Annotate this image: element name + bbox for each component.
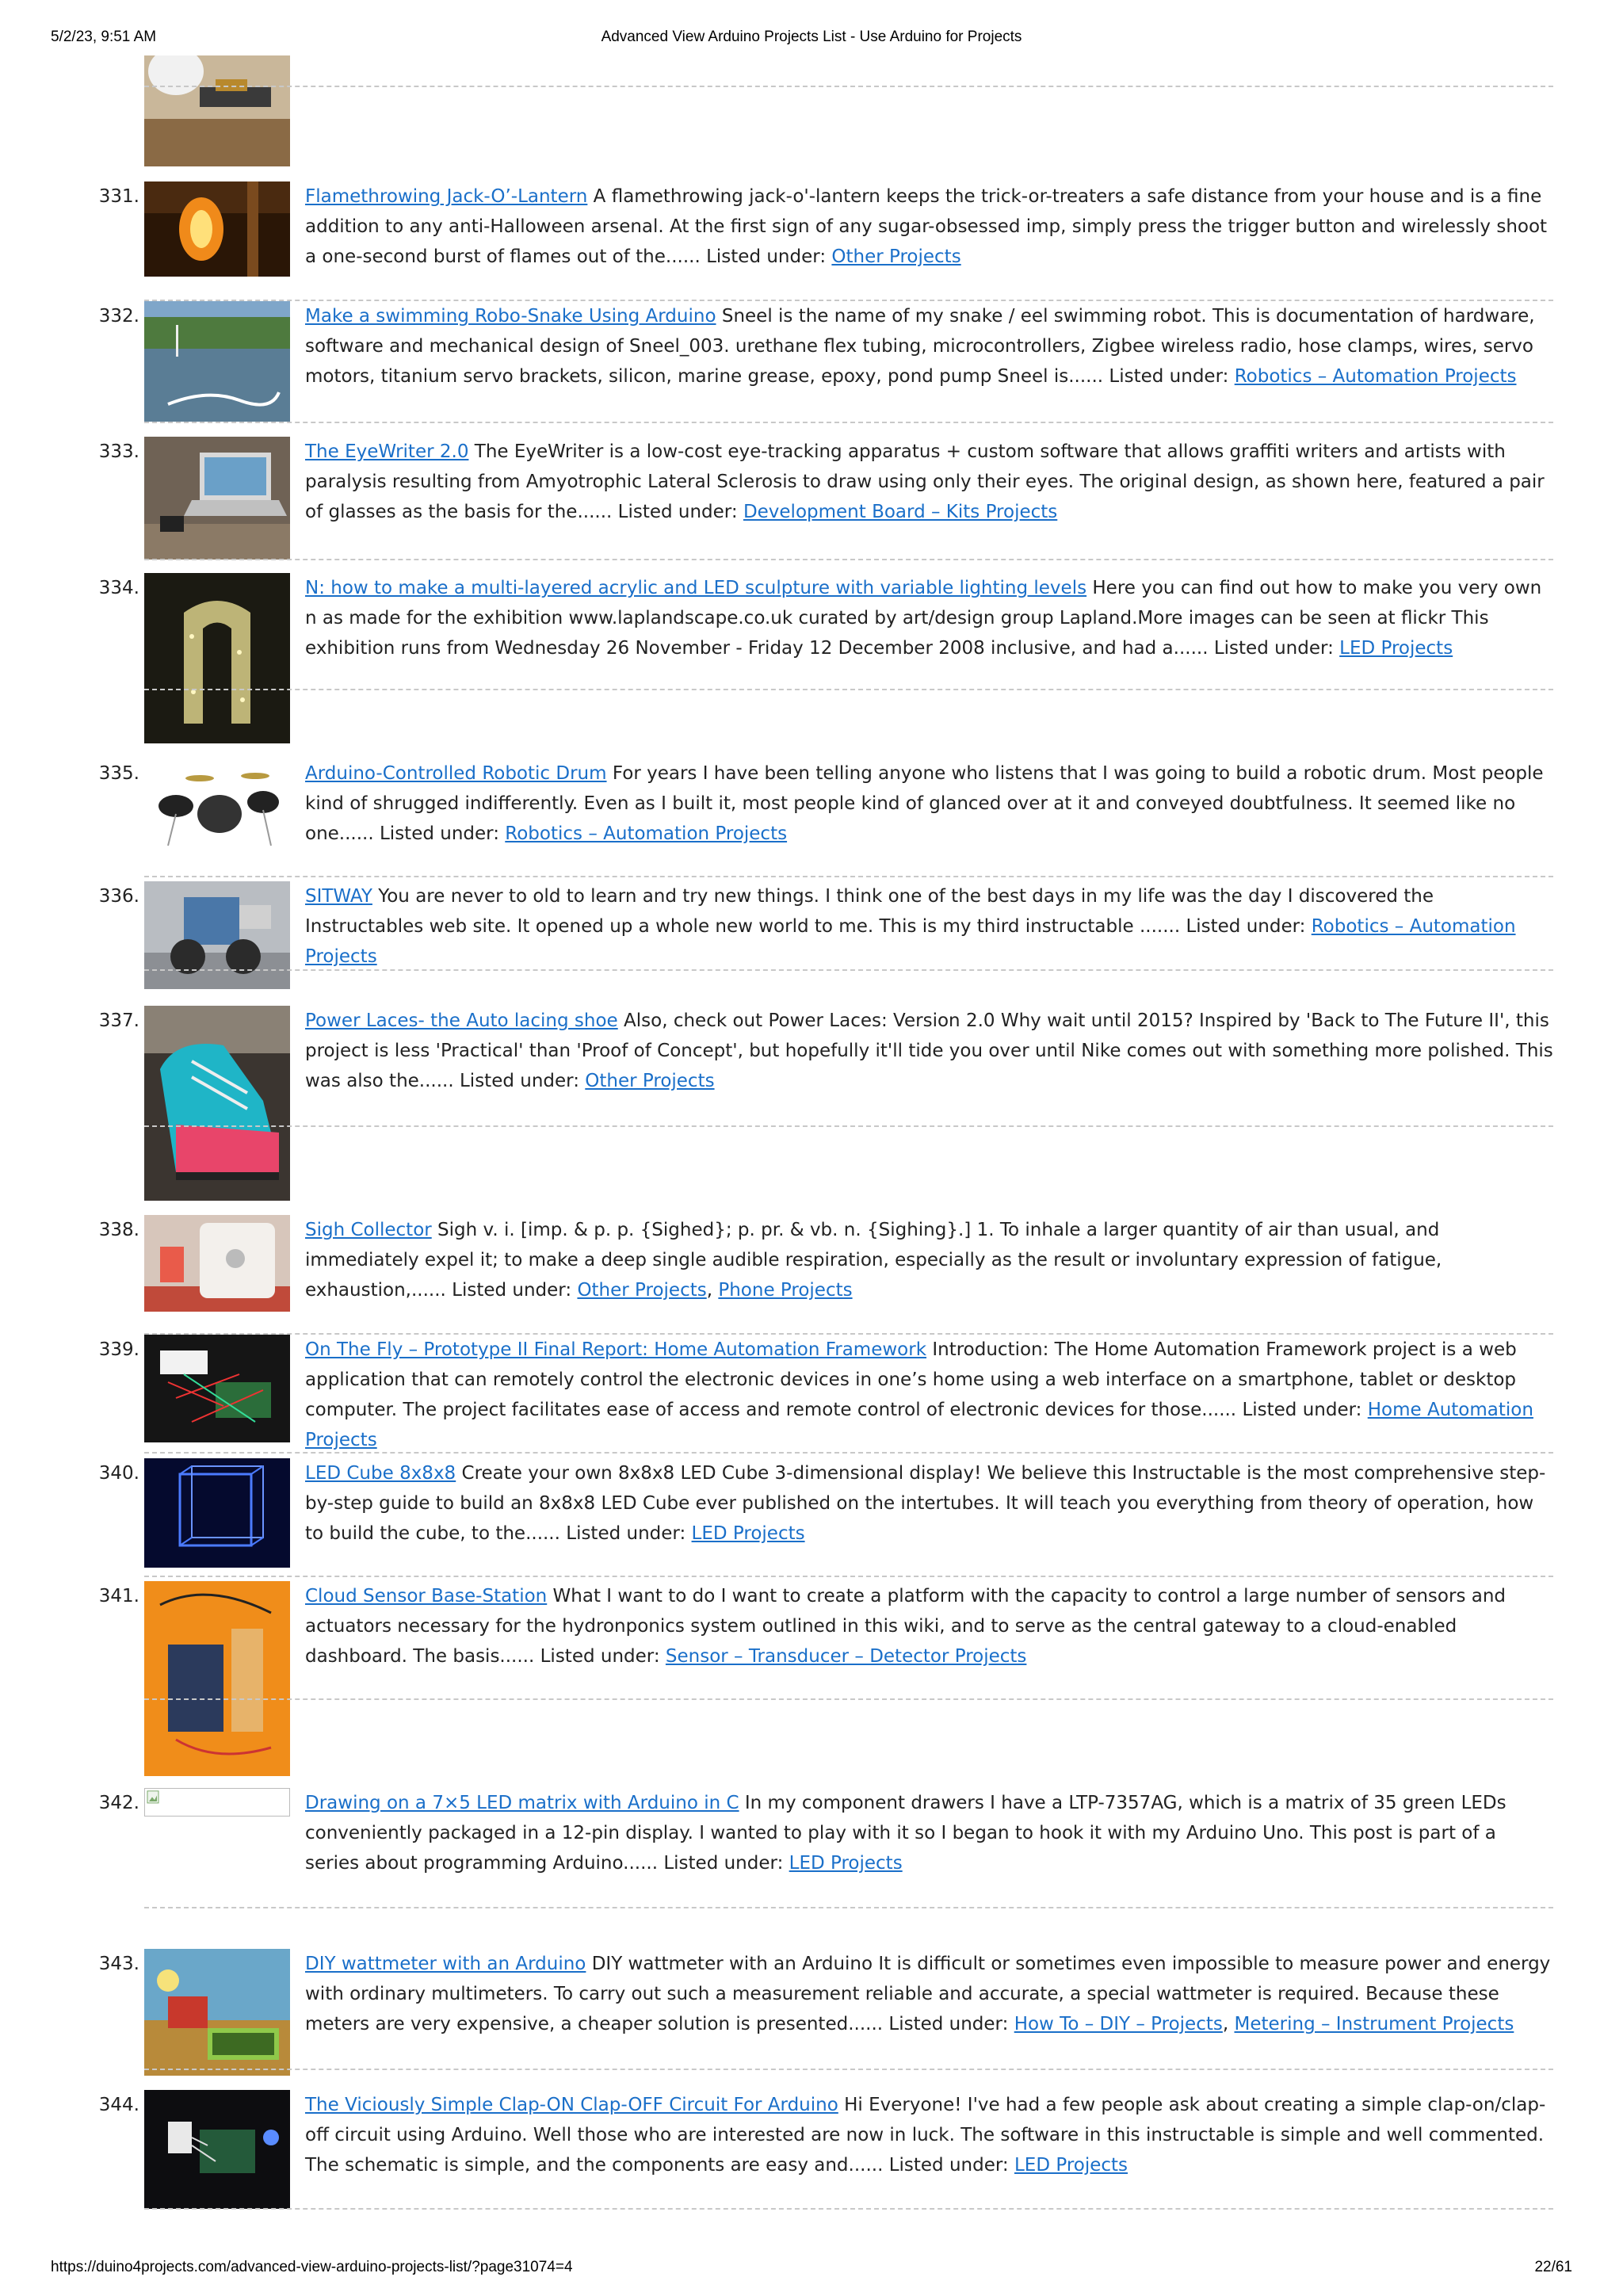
project-title-link[interactable]: Power Laces- the Auto lacing shoe (305, 1010, 618, 1031)
item-text (305, 1335, 1553, 1455)
item-number: 333. (98, 441, 139, 462)
project-thumbnail[interactable] (144, 881, 290, 989)
category-link[interactable]: Other Projects (577, 1280, 707, 1301)
project-excerpt: For years I have been telling anyone who listens that I was going to build a robotic drum. Most people kind of shrugged indifferently. Even as I built it, most people kind of glanced over at it and conveyed doubtfulness. It seemed like no one...... (305, 763, 1544, 844)
item-number: 332. (98, 306, 139, 327)
item-text (305, 181, 1553, 272)
project-thumbnail (144, 55, 290, 166)
category-link[interactable]: LED Projects (1339, 638, 1453, 659)
project-excerpt: A flamethrowing jack-o'-lantern keeps the trick-or-treaters a safe distance from your house and is a fine addition to any anti-Halloween arsenal. At the first sign of any sugar-obsessed imp, simply press the trigger button and wirelessly shoot a one-second burst of flames out of the...... (305, 186, 1548, 267)
item-text: Sigh Collector Sigh v. i. [imp. & p. p. {Sighed}; p. pr. & vb. n. {Sighing}.] 1. To inhale a larger quantity of air than usual, and immediately expel it; to make a deep single audible respiration, especially as the result or involuntary expression of fatigue, exhaustion,...... Listed under: Other Projects, Phone Projects (305, 1220, 1442, 1301)
divider (144, 86, 1553, 87)
category-link[interactable]: Other Projects (585, 1071, 715, 1091)
divider (144, 969, 1553, 971)
category-link[interactable]: Home Automation Projects (305, 1400, 1533, 1450)
divider (144, 876, 1553, 877)
listed-under-label: Listed under: (1109, 366, 1229, 387)
item-text (305, 573, 1553, 663)
category-link[interactable]: Phone Projects (718, 1280, 853, 1301)
listed-under-label: Listed under: (706, 246, 827, 267)
item-text: DIY wattmeter with an Arduino DIY wattmeter with an Arduino It is difficult or sometimes even impossible to measure power and energy with ordinary multimeters. To carry out such a measurement reliable and accurate, a special wattmeter is required. Because these meters are very expensive, a cheaper solution is presented...... Listed under: How To – DIY – Projects, Metering – Instrument Projects (305, 1954, 1551, 2034)
item-text (305, 1788, 1553, 1878)
print-page-title: Advanced View Arduino Projects List - Use Arduino for Projects (601, 29, 1022, 45)
project-excerpt: DIY wattmeter with an Arduino It is difficult or sometimes even impossible to measure power and energy with ordinary multimeters. To carry out such a measurement reliable and accurate, a special wattmeter is required. Because these meters are very expensive, a cheaper solution is presented...... (305, 1954, 1551, 2034)
item-number: 335. (98, 763, 139, 784)
project-thumbnail[interactable] (144, 1006, 290, 1201)
project-title-link[interactable]: On The Fly – Prototype II Final Report: Home Automation Framework (305, 1339, 927, 1360)
project-title-link[interactable]: SITWAY (305, 886, 372, 907)
project-thumbnail[interactable] (144, 758, 290, 854)
divider (144, 2208, 1553, 2210)
project-excerpt: Sigh v. i. [imp. & p. p. {Sighed}; p. pr. & vb. n. {Sighing}.] 1. To inhale a larger quantity of air than usual, and immediately expel it; to make a deep single audible respiration, especially as the result or involuntary expression of fatigue, exhaustion,...... (305, 1220, 1442, 1301)
divider (144, 1698, 1553, 1700)
listed-under-label: Listed under: (1213, 638, 1334, 659)
category-link[interactable]: Robotics – Automation Projects (505, 823, 788, 844)
project-excerpt: Also, check out Power Laces: Version 2.0 Why wait until 2015? Inspired by 'Back to The Future II', this project is less 'Practical' than 'Proof of Concept', but hopefully it'll tide you over until Nike comes out with something more polished. This was also the...... (305, 1010, 1553, 1091)
divider (144, 1576, 1553, 1577)
item-number: 338. (98, 1220, 139, 1240)
item-number: 336. (98, 886, 139, 907)
print-footer (51, 2259, 1572, 2283)
category-link[interactable]: Robotics – Automation Projects (1234, 366, 1517, 387)
project-excerpt: Sneel is the name of my snake / eel swimming robot. This is documentation of hardware, software and mechanical design of Sneel_003. urethane flex tubing, microcontrollers, Zigbee wireless radio, hose clamps, wires, servo motors, titanium servo brackets, silicon, marine grease, epoxy, pond pump Sneel is...... (305, 306, 1535, 387)
project-thumbnail[interactable] (144, 1949, 290, 2076)
category-link[interactable]: Sensor – Transducer – Detector Projects (665, 1646, 1027, 1667)
project-thumbnail[interactable] (144, 2090, 290, 2209)
project-excerpt: You are never to old to learn and try new things. I think one of the best days in my life was the day I discovered the Instructables web site. It opened up a whole new world to me. This is my third instructable ....... (305, 886, 1434, 937)
project-title-link[interactable]: Make a swimming Robo-Snake Using Arduino (305, 306, 716, 327)
project-thumbnail[interactable] (144, 1215, 290, 1312)
divider (144, 1452, 1553, 1454)
project-thumbnail[interactable] (144, 181, 290, 277)
listed-under-label: Listed under: (888, 2155, 1009, 2176)
project-title-link[interactable]: Cloud Sensor Base-Station (305, 1586, 548, 1606)
project-thumbnail[interactable] (144, 437, 290, 560)
divider (144, 1907, 1553, 1908)
print-datetime: 5/2/23, 9:51 AM (51, 29, 157, 45)
project-excerpt: Here you can find out how to make you very own n as made for the exhibition www.laplandscape.co.uk curated by art/design group Lapland.More images can be seen at flickr This exhibition runs from Wednesday 26 November - Friday 12 December 2008 inclusive, and had a...... (305, 578, 1542, 659)
project-excerpt: Hi Everyone! I've had a few people ask about creating a simple clap-on/clap-off circuit using Arduino. Well those who are interested are now in luck. The software in this instructable is simple and well commented. The schematic is simple, and the components are easy and...... (305, 2095, 1546, 2176)
item-number: 342. (98, 1793, 139, 1813)
category-link[interactable]: How To – DIY – Projects (1014, 2014, 1223, 2034)
project-title-link[interactable]: Flamethrowing Jack-O’-Lantern (305, 186, 588, 207)
project-excerpt: In my component drawers I have a LTP-7357AG, which is a matrix of 35 green LEDs conveniently packaged in a 12-pin display. I wanted to play with it so I began to hook it with my Arduino Uno. This post is part of a series about programming Arduino...... (305, 1793, 1507, 1874)
listed-under-label: Listed under: (379, 823, 499, 844)
item-number: 341. (98, 1586, 139, 1606)
project-thumbnail[interactable] (144, 1581, 290, 1776)
category-link[interactable]: LED Projects (691, 1523, 805, 1544)
project-excerpt: What I want to do I want to create a platform with the capacity to control a large number of sensors and actuators necessary for the hydronponics system outlined in this wiki, and to serve as the central gateway to a cloud-enabled dashboard. The basis...... (305, 1586, 1507, 1667)
project-title-link[interactable]: The EyeWriter 2.0 (305, 441, 469, 462)
item-text (305, 881, 1553, 972)
project-thumbnail[interactable] (144, 1335, 290, 1442)
divider (144, 1125, 1553, 1127)
category-link[interactable]: Robotics – Automation Projects (305, 916, 1516, 967)
item-text (305, 2090, 1553, 2180)
item-text (305, 437, 1553, 527)
item-number: 334. (98, 578, 139, 598)
category-link[interactable]: Other Projects (831, 246, 961, 267)
listed-under-label: Listed under: (663, 1853, 784, 1874)
item-text (305, 301, 1553, 392)
divider (144, 689, 1553, 690)
listed-under-label: Listed under: (888, 2014, 1009, 2034)
project-title-link[interactable]: LED Cube 8x8x8 (305, 1463, 456, 1484)
divider (144, 559, 1553, 560)
page-counter: 22/61 (1534, 2259, 1572, 2275)
category-link[interactable]: Development Board – Kits Projects (743, 502, 1058, 522)
listed-under-label: Listed under: (452, 1280, 572, 1301)
project-title-link[interactable]: Arduino-Controlled Robotic Drum (305, 763, 607, 784)
item-text (305, 1581, 1553, 1671)
item-number: 343. (98, 1954, 139, 1974)
project-title-link[interactable]: DIY wattmeter with an Arduino (305, 1954, 586, 1974)
project-thumbnail[interactable] (144, 301, 290, 422)
project-title-link[interactable]: Sigh Collector (305, 1220, 432, 1240)
project-title-link[interactable]: N: how to make a multi-layered acrylic and LED sculpture with variable lighting levels (305, 578, 1087, 598)
print-header (51, 29, 1572, 52)
listed-under-label: Listed under: (540, 1646, 660, 1667)
item-number: 331. (98, 186, 139, 207)
category-link[interactable]: LED Projects (1014, 2155, 1128, 2176)
project-title-link[interactable]: Drawing on a 7×5 LED matrix with Arduino in C (305, 1793, 739, 1813)
listed-under-label: Listed under: (459, 1071, 579, 1091)
category-link[interactable]: LED Projects (789, 1853, 903, 1874)
divider (144, 2069, 1553, 2070)
project-thumbnail[interactable] (144, 573, 290, 743)
item-number: 337. (98, 1010, 139, 1031)
project-thumbnail[interactable] (144, 1458, 290, 1568)
divider (144, 422, 1553, 423)
item-text (305, 1458, 1553, 1549)
project-excerpt: Create your own 8x8x8 LED Cube 3-dimensional display! We believe this Instructable is the most comprehensive step-by-step guide to build an 8x8x8 LED Cube ever published on the intertubes. It will teach you everything from theory of operation, how to build the cube, to the...... (305, 1463, 1546, 1544)
listed-under-label: Listed under: (566, 1523, 686, 1544)
project-excerpt: Introduction: The Home Automation Framework project is a web application that can remotely control the electronic devices in one’s home using a web interface on a smartphone, tablet or desktop computer. The project facilitates ease of access and remote control of electronic devices for those...... (305, 1339, 1517, 1420)
listed-under-label: Listed under: (1186, 916, 1306, 937)
print-url: https://duino4projects.com/advanced-view-arduino-projects-list/?page31074=4 (51, 2259, 573, 2275)
project-excerpt: The EyeWriter is a low-cost eye-tracking apparatus + custom software that allows graffiti writers and artists with paralysis resulting from Amyotrophic Lateral Sclerosis to draw using only their eyes. The original design, as shown here, featured a pair of glasses as the basis for the...... (305, 441, 1545, 522)
item-text (305, 1006, 1553, 1096)
listed-under-label: Listed under: (1242, 1400, 1362, 1420)
category-link[interactable]: Metering – Instrument Projects (1234, 2014, 1514, 2034)
listed-under-label: Listed under: (617, 502, 738, 522)
item-number: 344. (98, 2095, 139, 2115)
item-number: 339. (98, 1339, 139, 1360)
project-title-link[interactable]: The Viciously Simple Clap-ON Clap-OFF Circuit For Arduino (305, 2095, 838, 2115)
item-number: 340. (98, 1463, 139, 1484)
project-thumbnail-broken[interactable] (144, 1788, 290, 1817)
item-text (305, 758, 1553, 849)
